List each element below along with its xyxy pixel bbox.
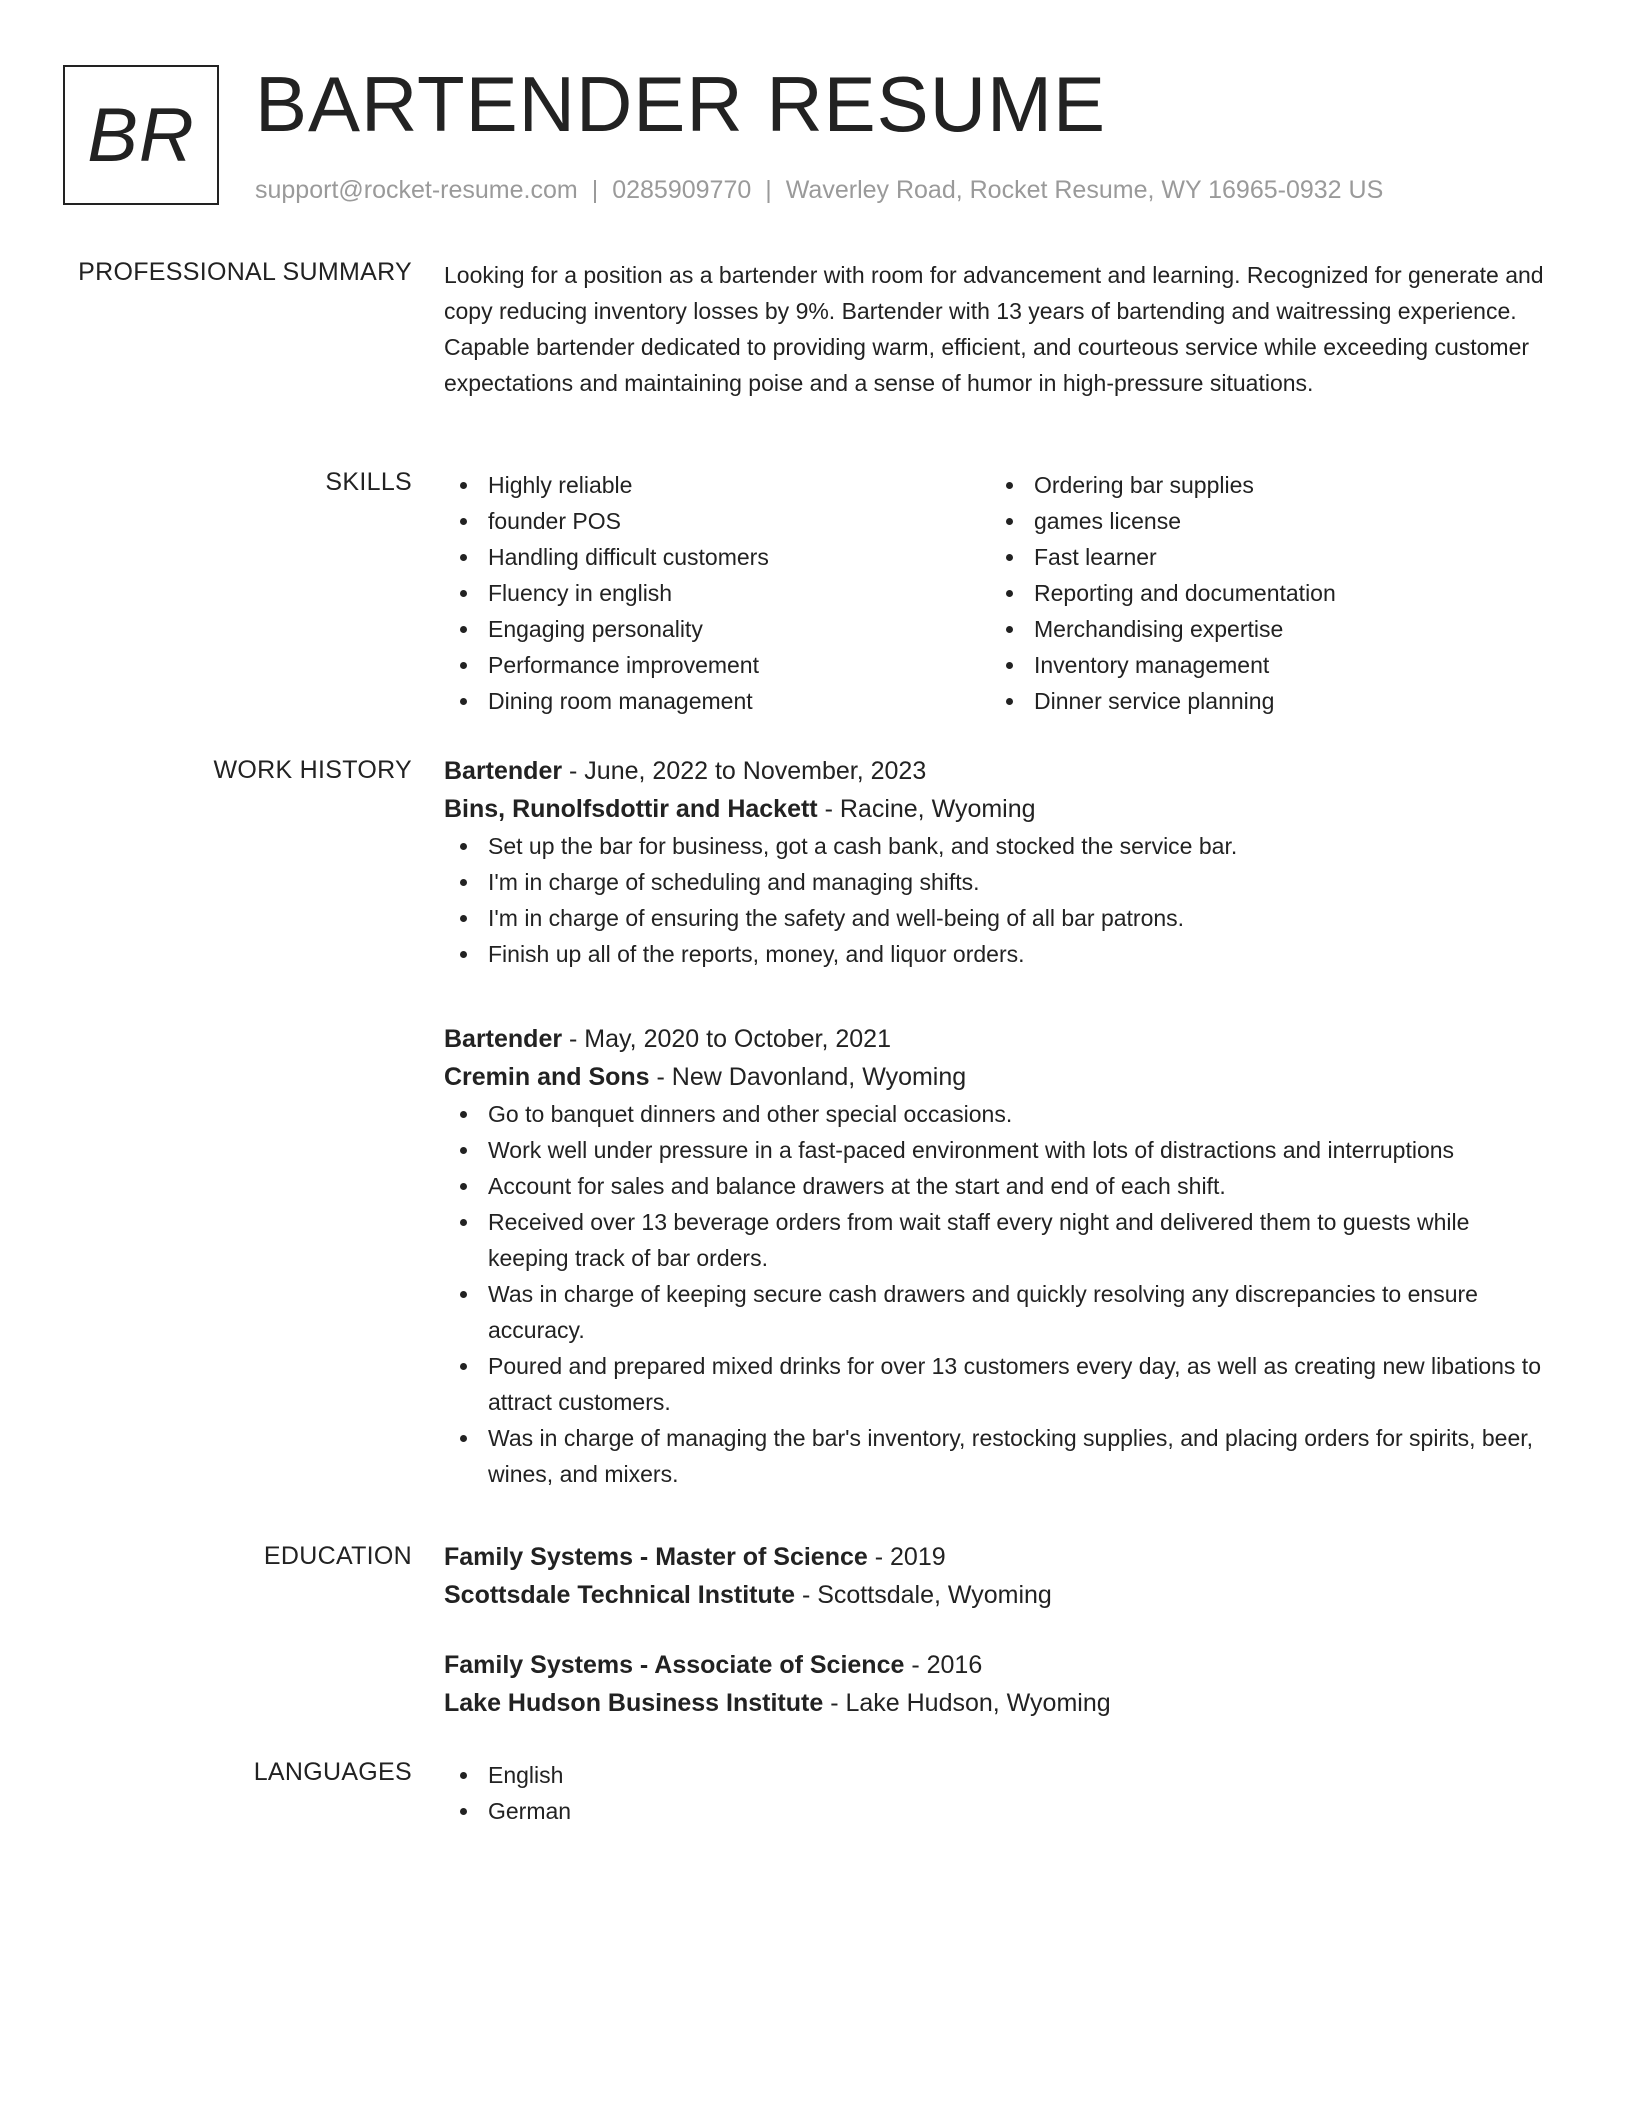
job-duties-list <box>444 1096 1554 1492</box>
skill-item: Fluency in english <box>444 575 990 611</box>
job-duty: Poured and prepared mixed drinks for over 13 customers every day, as well as creating new libations to attract customers. <box>444 1348 1554 1420</box>
skill-item: Ordering bar supplies <box>990 467 1536 503</box>
job-title-line <box>444 1020 1554 1058</box>
contact-address: Waverley Road, Rocket Resume, WY 16965-0932 US <box>785 176 1384 204</box>
job-duty: Account for sales and balance drawers at the start and end of each shift. <box>444 1168 1554 1204</box>
skill-item: Dinner service planning <box>990 683 1536 719</box>
section-label-work-history: WORK HISTORY <box>213 756 412 784</box>
skills-list-right <box>990 467 1536 719</box>
job-title: Bartender <box>444 1025 563 1053</box>
job-duty: I'm in charge of scheduling and managing shifts. <box>444 864 1554 900</box>
contact-separator: | <box>591 176 599 204</box>
job-duty: Received over 13 beverage orders from wait staff every night and delivered them to guests while keeping track of bar orders. <box>444 1204 1554 1276</box>
education-entry <box>444 1538 1554 1614</box>
degree-year: - 2019 <box>867 1543 946 1571</box>
job-company-line <box>444 1058 1554 1096</box>
job-duty: Go to banquet dinners and other special occasions. <box>444 1096 1554 1132</box>
languages-list <box>444 1757 1554 1829</box>
contact-phone: 0285909770 <box>612 176 752 204</box>
education-entry <box>444 1646 1554 1722</box>
job-duty: Finish up all of the reports, money, and liquor orders. <box>444 936 1554 972</box>
contact-separator: | <box>765 176 772 204</box>
job-duty: Work well under pressure in a fast-paced environment with lots of distractions and interruptions <box>444 1132 1554 1168</box>
contact-line <box>255 176 1383 205</box>
school-location: - Lake Hudson, Wyoming <box>823 1689 1111 1717</box>
resume-header <box>63 60 1563 210</box>
skill-item: Highly reliable <box>444 467 990 503</box>
language-item: German <box>444 1793 1554 1829</box>
section-label-summary: PROFESSIONAL SUMMARY <box>78 258 412 286</box>
resume-title: BARTENDER RESUME <box>255 60 1107 148</box>
contact-email: support@rocket-resume.com <box>255 176 578 204</box>
job-entry <box>444 1020 1554 1492</box>
job-title-line <box>444 752 1554 790</box>
school-name: Lake Hudson Business Institute <box>444 1689 824 1717</box>
language-item: English <box>444 1757 1554 1793</box>
job-location: - Racine, Wyoming <box>817 795 1036 823</box>
skill-item: Dining room management <box>444 683 990 719</box>
job-company: Cremin and Sons <box>444 1063 650 1091</box>
job-duty: I'm in charge of ensuring the safety and well-being of all bar patrons. <box>444 900 1554 936</box>
job-dates: - May, 2020 to October, 2021 <box>562 1025 891 1053</box>
job-location: - New Davonland, Wyoming <box>649 1063 967 1091</box>
skill-item: games license <box>990 503 1536 539</box>
job-company: Bins, Runolfsdottir and Hackett <box>444 795 818 823</box>
skills-list-left <box>444 467 990 719</box>
skill-item: founder POS <box>444 503 990 539</box>
skill-item: Handling difficult customers <box>444 539 990 575</box>
degree-line <box>444 1646 1554 1684</box>
job-duties-list <box>444 828 1554 972</box>
school-location: - Scottsdale, Wyoming <box>795 1581 1052 1609</box>
degree-year: - 2016 <box>904 1651 983 1679</box>
section-label-languages: LANGUAGES <box>253 1758 412 1786</box>
job-company-line <box>444 790 1554 828</box>
degree-line <box>444 1538 1554 1576</box>
section-label-education: EDUCATION <box>263 1542 412 1570</box>
skill-item: Performance improvement <box>444 647 990 683</box>
school-name: Scottsdale Technical Institute <box>444 1581 796 1609</box>
skill-item: Fast learner <box>990 539 1536 575</box>
school-line <box>444 1684 1554 1722</box>
section-label-skills: SKILLS <box>325 468 412 496</box>
degree-name: Family Systems - Master of Science <box>444 1543 868 1571</box>
degree-name: Family Systems - Associate of Science <box>444 1651 905 1679</box>
skill-item: Merchandising expertise <box>990 611 1536 647</box>
skill-item: Reporting and documentation <box>990 575 1536 611</box>
skill-item: Inventory management <box>990 647 1536 683</box>
job-entry <box>444 752 1554 972</box>
job-title: Bartender <box>444 757 563 785</box>
skill-item: Engaging personality <box>444 611 990 647</box>
job-duty: Set up the bar for business, got a cash bank, and stocked the service bar. <box>444 828 1554 864</box>
job-duty: Was in charge of keeping secure cash drawers and quickly resolving any discrepancies to ensure accuracy. <box>444 1276 1554 1348</box>
school-line <box>444 1576 1554 1614</box>
monogram-logo: BR <box>63 65 219 205</box>
summary-text: Looking for a position as a bartender with room for advancement and learning. Recognized for generate and copy reducing inventory losses by 9%. Bartender with 13 years of bartending and waitressing experience. Capable bartender dedicated to providing warm, efficient, and courteous service while exceeding customer expectations and maintaining poise and a sense of humor in high-pressure situations. <box>444 262 1544 396</box>
job-dates: - June, 2022 to November, 2023 <box>562 757 927 785</box>
job-duty: Was in charge of managing the bar's inventory, restocking supplies, and placing orders for spirits, beer, wines, and mixers. <box>444 1420 1554 1492</box>
